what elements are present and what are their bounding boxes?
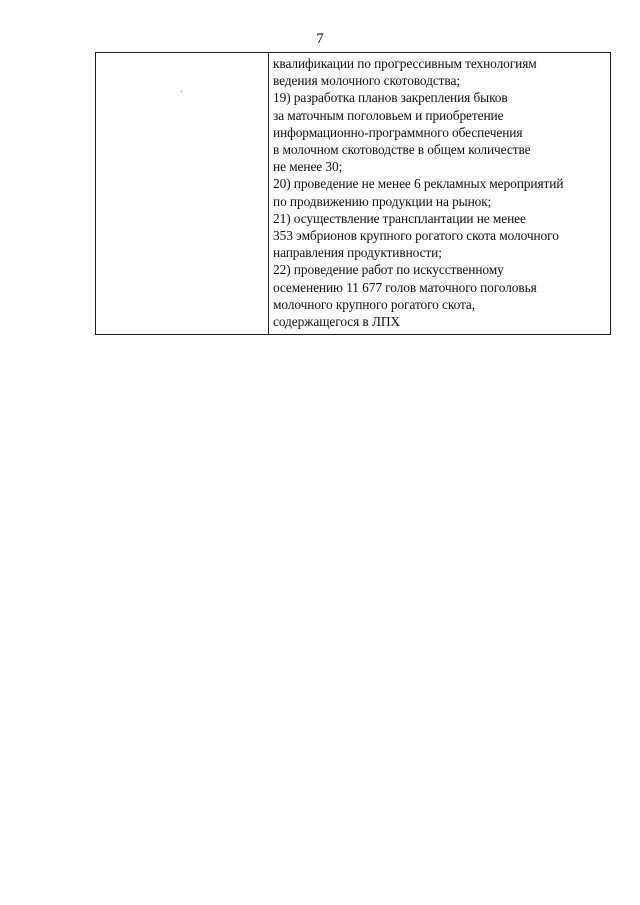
text-line: 22) проведение работ по искусственному	[273, 262, 504, 278]
table-right-cell	[273, 55, 609, 330]
text-line: молочного крупного рогатого скота,	[273, 296, 476, 312]
page-number: 7	[316, 31, 324, 47]
text-line: не менее 30;	[273, 159, 343, 175]
continuation-table	[95, 52, 611, 335]
text-line: в молочном скотоводстве в общем количестве	[273, 142, 531, 158]
text-line: информационно-программного обеспечения	[273, 124, 523, 140]
column-divider	[268, 53, 269, 334]
text-line: осеменению 11 677 голов маточного поголовья	[273, 279, 537, 295]
table-left-cell	[96, 53, 268, 334]
text-line: 21) осуществление трансплантации не менее	[273, 210, 526, 226]
text-line: направления продуктивности;	[273, 245, 442, 261]
text-line: 353 эмбрионов крупного рогатого скота молочного	[273, 228, 559, 244]
text-line: 19) разработка планов закрепления быков	[273, 90, 508, 106]
text-line: по продвижению продукции на рынок;	[273, 193, 492, 209]
text-line: ведения молочного скотоводства;	[273, 73, 460, 89]
text-line: содержащегося в ЛПХ	[273, 314, 400, 330]
scan-artifact	[181, 91, 182, 92]
text-line: квалификации по прогрессивным технологиям	[273, 56, 537, 71]
text-line: за маточным поголовьем и приобретение	[273, 107, 504, 123]
text-line: 20) проведение не менее 6 рекламных мероприятий	[273, 176, 564, 192]
